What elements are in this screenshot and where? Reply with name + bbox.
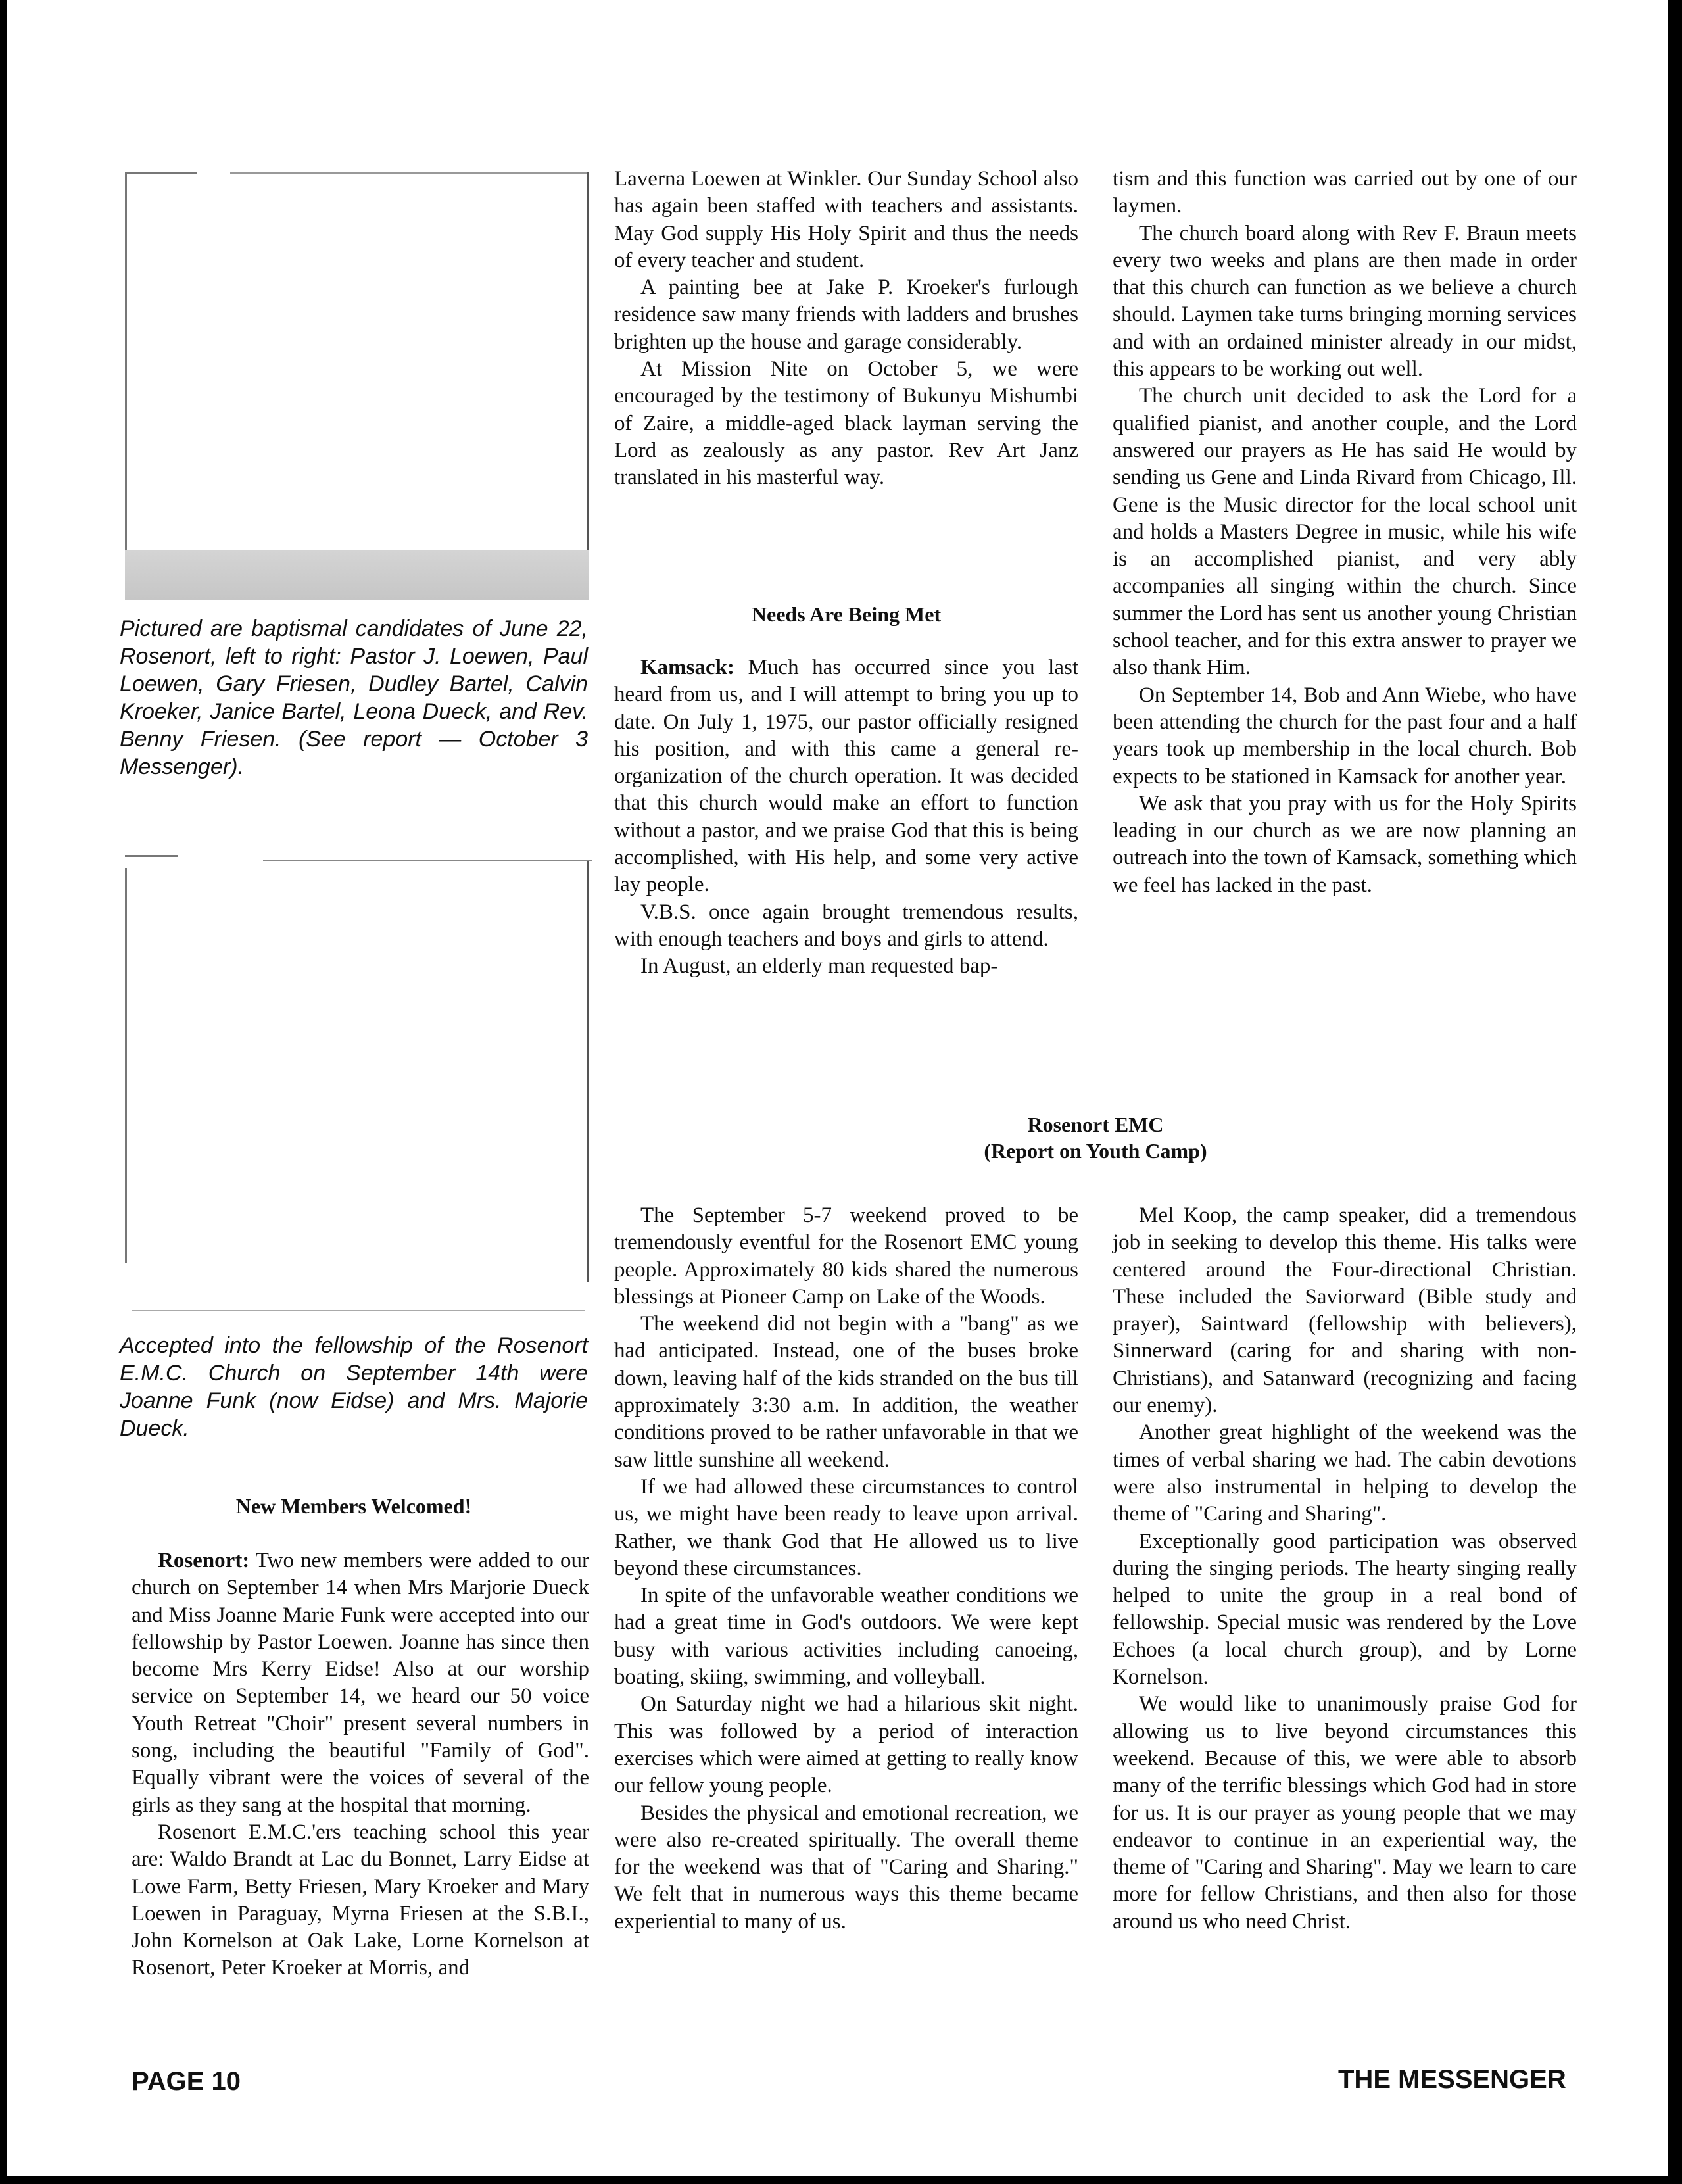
kamsack-dateline: Kamsack: (640, 656, 734, 679)
youth-camp-article-col3: Mel Koop, the camp speaker, did a tremendous job in seeking to develop this theme. His talks were centered around the Four-directional Christian. These included the Saviorward (Bible study and prayer), Saintward (fellowship with believers), Sinnerward (caring for and sharing with non-Christians), and Satanward (recognizing and facing our enemy). Another great highlight of the weekend was the times of verbal sharing we had. The cabin devotions were also instrumental in helping to develop the theme of "Caring and Sharing". Exceptionally good participation was observed during the singing periods. The hearty singing really helped to unite the group in a real bond of fellowship. Special music was rendered by the Love Echoes (a local church group), and by Lorne Kornelson. We would like to unanimously praise God for allowing us to live beyond circumstances this weekend. Because of this, we were able to absorb many of the terrific blessings which God had in store for us. It is our prayer as young people that we may endeavor to continue in an experiential way, the theme of "Caring and Sharing". May we learn to care more for fellow Christians, and then also for those around us who need Christ. (1113, 1203, 1577, 1933)
publication-name: THE MESSENGER (1338, 2065, 1566, 2094)
rosenort-continued-article: Laverna Loewen at Winkler. Our Sunday School also has again been staffed with teachers and assistants. May God supply His Holy Spirit and thus the needs of every teacher and student. A painting bee at Jake P. Kroeker's furlough residence saw many friends with ladders and brushes brighten up the house and garage considerably. At Mission Nite on October 5, we were encouraged by the testimony of Bukunyu Mishumbi of Zaire, a middle-aged black layman serving the Lord as zealously as any pastor. Rev Art Janz translated in his masterful way. (614, 167, 1078, 490)
new-members-heading: New Members Welcomed! (235, 1494, 472, 1518)
fellowship-photo (125, 855, 592, 1312)
scan-border-left (0, 0, 7, 2184)
youth-camp-heading: Rosenort EMC (Report on Youth Camp) (984, 1113, 1207, 1163)
scan-border-right (1668, 0, 1682, 2184)
needs-heading: Needs Are Being Met (751, 602, 942, 626)
fellowship-photo-caption: Accepted into the fellowship of the Rosenort E.M.C. Church on September 14th were Joanne Funk (now Eidse) and Mrs. Majorie Dueck. (120, 1333, 588, 1441)
youth-camp-article-col2: The September 5-7 weekend proved to be tremendously eventful for the Rosenort EMC young people. Approximately 80 kids shared the numerous blessings at Pioneer Camp on Lake of the Woods. The weekend did not begin with a "bang" as we had anticipated. Instead, one of the buses broke down, leaving half of the kids stranded on the bus till approximately 3:30 a.m. In addition, the weather conditions proved to be rather unfavorable in that we saw little sunshine all weekend. If we had allowed these circumstances to control us, we might have been ready to leave upon arrival. Rather, we thank God that He allowed us to live beyond these circumstances. In spite of the unfavorable weather conditions we had a great time in God's outdoors. We were kept busy with various activities including canoeing, boating, skiing, swimming, and volleyball. On Saturday night we had a hilarious skit night. This was followed by a period of interaction exercises which were aimed at getting to really know our fellow young people. Besides the physical and emotional recreation, we were also re-created spiritually. The overall theme for the weekend was that of "Caring and Sharing." We felt that in numerous ways this theme became experiential to many of us. (614, 1203, 1078, 1933)
scan-border-bottom (0, 2176, 1682, 2184)
new-members-article: Rosenort: Two new members were added to our church on September 14 when Mrs Marjorie Dueck and Miss Joanne Marie Funk were accepted into our fellowship by Pastor Loewen. Joanne has since then become Mrs Kerry Eidse! Also at our worship service on September 14, we heard our 50 voice Youth Retreat "Choir" present several numbers in song, including the beautiful "Family of God". Equally vibrant were the voices of several of the girls as they sang at the hospital that morning. Rosenort E.M.C.'ers teaching school this year are: Waldo Brandt at Lac du Bonnet, Larry Eidse at Lowe Farm, Betty Friesen, Mary Kroeker and Mary Loewen in Paraguay, Myrna Friesen at the S.B.I., John Kornelson at Oak Lake, Lorne Kornelson at Rosenort, Peter Kroeker at Morris, and (132, 1549, 589, 1980)
page-number: PAGE 10 (132, 2067, 241, 2096)
baptism-photo-caption: Pictured are baptismal candidates of June 22, Rosenort, left to right: Pastor J. Loewen, Paul Loewen, Gary Friesen, Dudley Bartel, Calvin Kroeker, Janice Bartel, Leona Dueck, and Rev. Benny Friesen. (See report — October 3 Messenger). (120, 616, 588, 779)
needs-article-col2: Kamsack: Much has occurred since you last heard from us, and I will attempt to bring you up to date. On July 1, 1975, our pastor officially resigned his position, and with this came a general re-organization of the church operation. It was decided that this church would make an effort to function without a pastor, and we praise God that this is being accomplished, with His help, and some very active lay people. V.B.S. once again brought tremendous results, with enough teachers and boys and girls to attend. In August, an elderly man requested bap- (614, 656, 1078, 979)
baptism-photo (125, 172, 589, 600)
rosenort-dateline: Rosenort: (158, 1549, 250, 1572)
needs-article-col3: tism and this function was carried out by one of our laymen. The church board along with Rev F. Braun meets every two weeks and plans are then made in order that this church can function as we believe a church should. Laymen take turns bringing morning services and with an ordained minister already in our midst, this appears to be working out well. The church unit decided to ask the Lord for a qualified pianist, and another couple, and the Lord answered our prayers as He has said He would by sending us Gene and Linda Rivard from Chicago, Ill. Gene is the Music director for the local school unit and holds a Masters Degree in music, while his wife is an accomplished pianist, and very ably accompanies all singing within the church. Since summer the Lord has sent us another young Christian school teacher, and for this extra answer to prayer we also thank Him. On September 14, Bob and Ann Wiebe, who have been attending the church for the past four and a half years took up membership in the local church. Bob expects to be stationed in Kamsack for another year. We ask that you pray with us for the Holy Spirits leading in our church as we are now planning an outreach into the town of Kamsack, something which we feel has lacked in the past. (1113, 167, 1577, 897)
